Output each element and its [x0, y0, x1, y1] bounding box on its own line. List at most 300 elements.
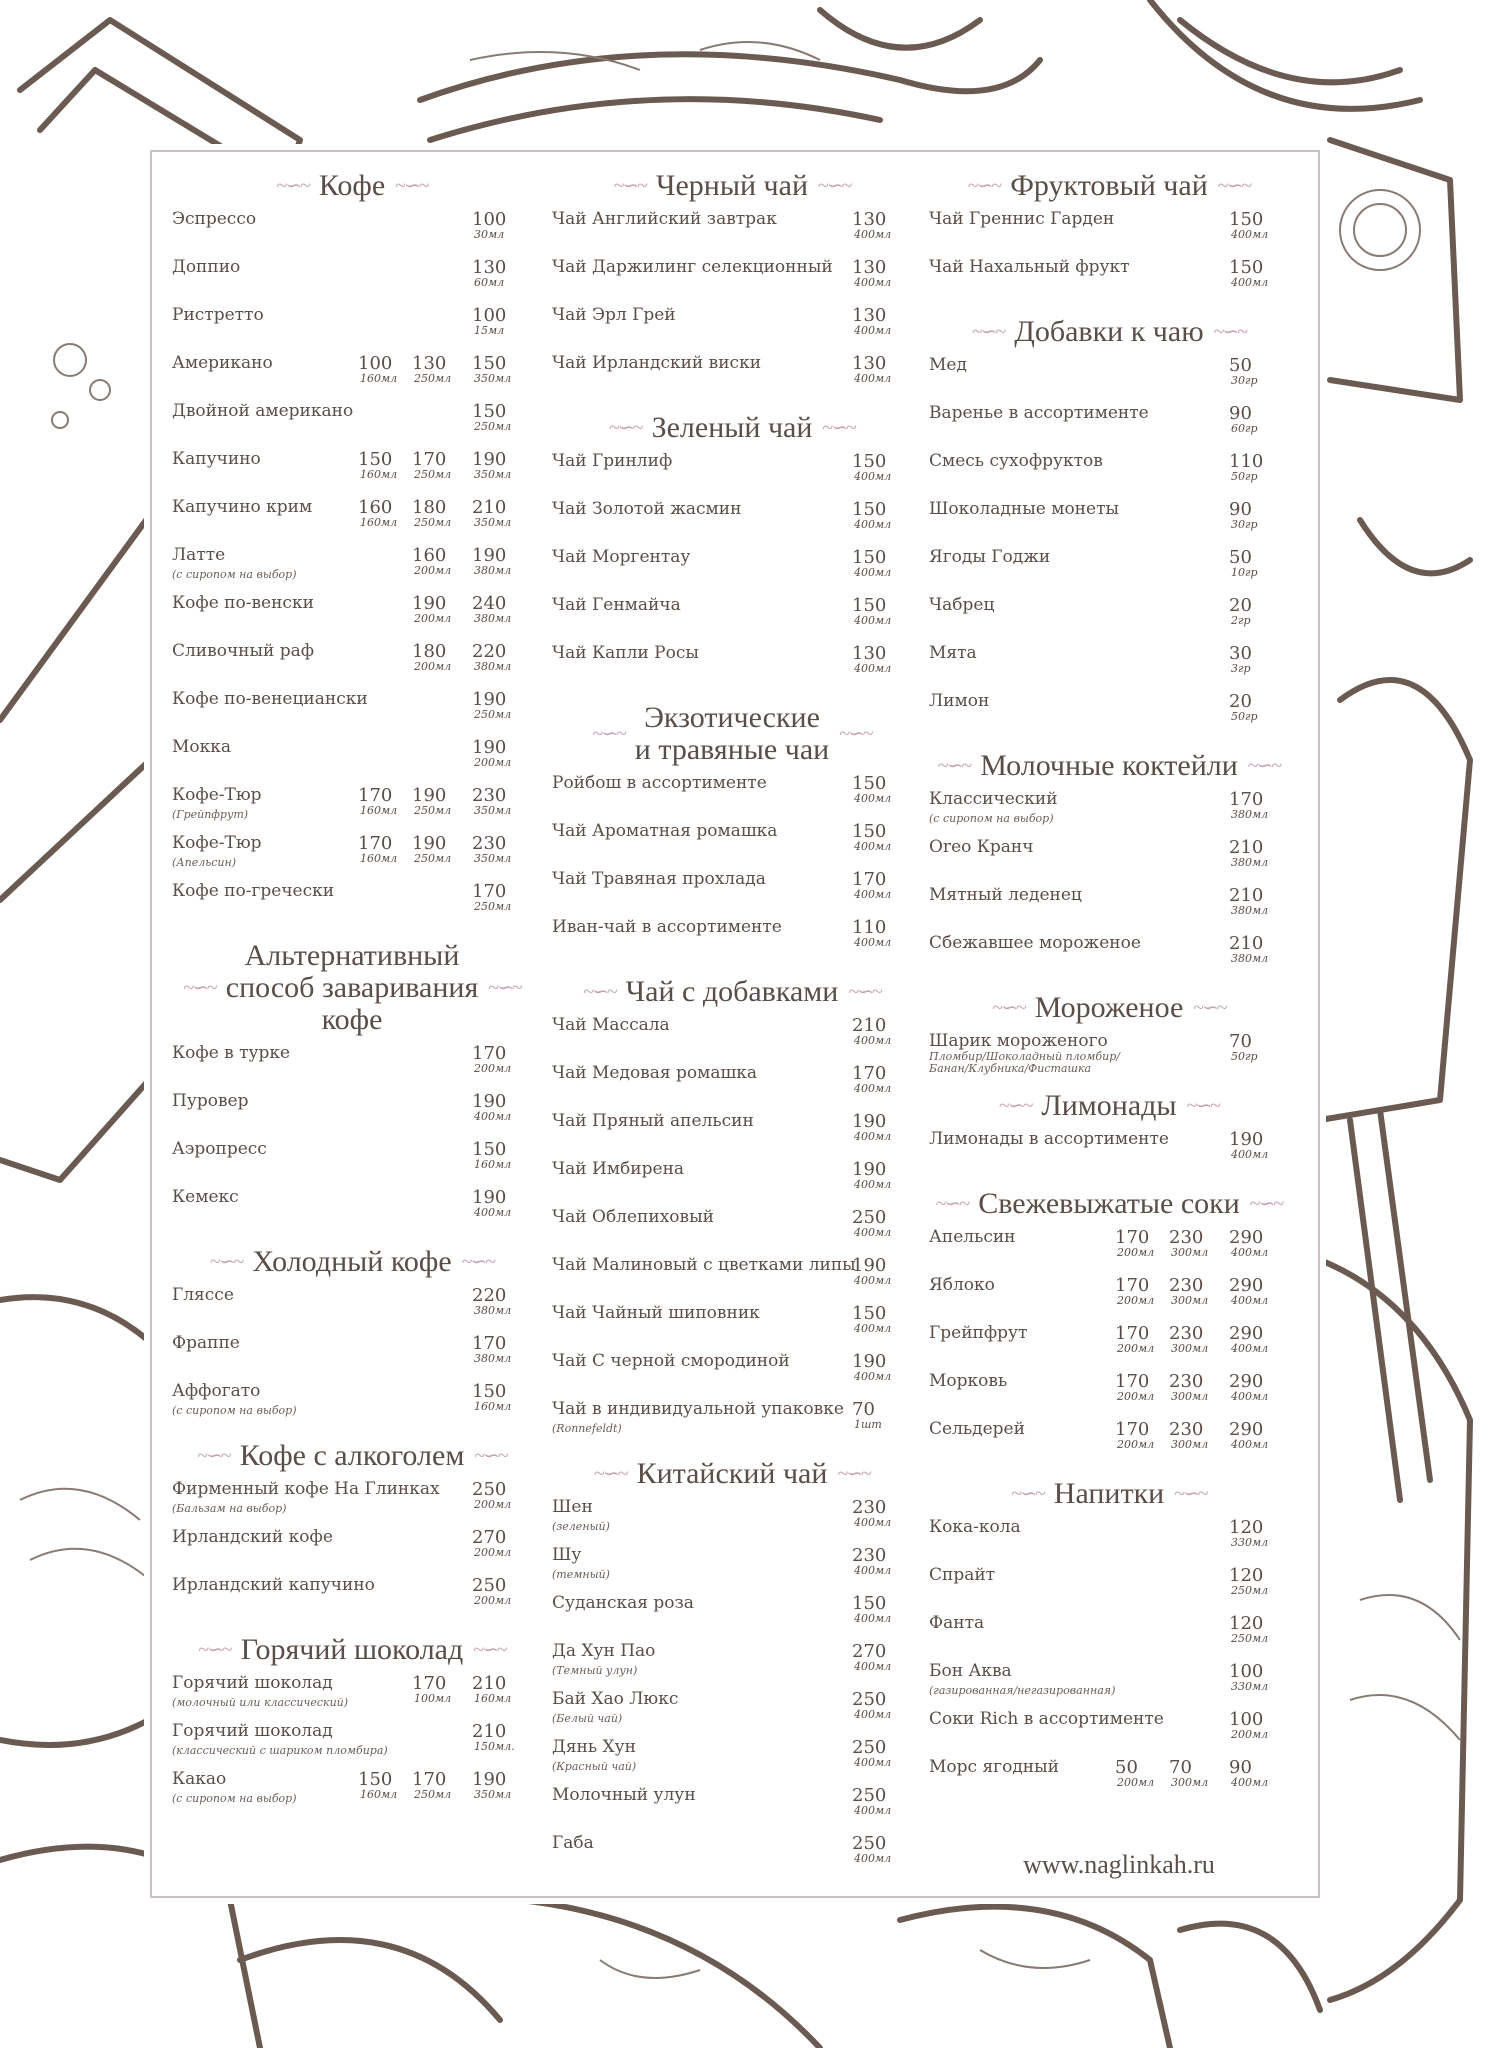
menu-item-price	[852, 774, 891, 805]
menu-item	[552, 1832, 912, 1880]
menu-item-note: (Ronnefeldt)	[552, 1422, 622, 1435]
menu-item-price	[472, 1480, 511, 1511]
menu-item-name: Аффогато	[172, 1381, 261, 1401]
menu-item-name: Чай Греннис Гарден	[929, 209, 1115, 229]
flourish-left-icon: ~∽~	[198, 1639, 231, 1661]
price-value: 20	[1229, 691, 1252, 712]
menu-item-name: Варенье в ассортименте	[929, 403, 1149, 423]
menu-item	[552, 208, 912, 256]
menu-item-name: Кофе-Тюр	[172, 833, 262, 853]
menu-item-price	[852, 1738, 891, 1769]
menu-item-price	[472, 1770, 511, 1801]
menu-item	[172, 304, 532, 352]
menu-item	[552, 1544, 912, 1592]
menu-item-price	[1169, 1228, 1208, 1259]
menu-item-price	[472, 546, 511, 577]
section-title-text: Добавки к чаю	[1014, 315, 1204, 348]
menu-item-price	[1115, 1758, 1154, 1789]
flourish-right-icon: ~∽~	[839, 723, 872, 745]
price-value: 250	[852, 1785, 887, 1806]
price-value: 130	[852, 209, 887, 230]
menu-item	[172, 688, 532, 736]
menu-item-name: Спрайт	[929, 1565, 996, 1585]
menu-item-price	[472, 258, 506, 289]
flourish-left-icon: ~∽~	[1011, 1483, 1044, 1505]
price-volume: 400мл	[1231, 1776, 1269, 1789]
menu-item	[172, 1186, 532, 1234]
menu-item-price	[358, 354, 397, 385]
price-value: 160	[358, 497, 393, 518]
price-value: 190	[472, 1187, 507, 1208]
menu-item-price	[472, 1092, 511, 1123]
menu-item	[172, 784, 532, 832]
price-value: 150	[472, 1381, 507, 1402]
menu-item-price	[852, 1642, 891, 1673]
price-value: 290	[1229, 1371, 1264, 1392]
price-volume: 400мл	[854, 276, 892, 289]
section-title	[172, 1634, 532, 1666]
price-volume: 350мл	[474, 372, 512, 385]
price-value: 250	[472, 1479, 507, 1500]
menu-item	[552, 352, 912, 400]
menu-item-price	[852, 548, 891, 579]
menu-item-name: Доппио	[172, 257, 241, 277]
menu-item	[929, 546, 1289, 594]
section-title	[929, 992, 1289, 1024]
menu-item	[929, 690, 1289, 738]
menu-item-price	[1229, 1710, 1268, 1741]
menu-item-name: Чай Гринлиф	[552, 451, 673, 471]
flourish-right-icon: ~∽~	[848, 981, 881, 1003]
section-title	[172, 1246, 532, 1278]
menu-item	[172, 832, 532, 880]
menu-item	[929, 1128, 1289, 1176]
flourish-right-icon: ~∽~	[1217, 175, 1251, 197]
menu-item-price	[1229, 404, 1258, 435]
price-volume: 250мл	[474, 708, 512, 721]
menu-item-price	[1229, 1372, 1268, 1403]
menu-item	[552, 1014, 912, 1062]
flourish-left-icon: ~∽~	[592, 723, 625, 745]
price-volume: 350мл	[474, 468, 512, 481]
menu-item	[552, 498, 912, 546]
price-volume: 400мл	[854, 470, 892, 483]
menu-item	[552, 1254, 912, 1302]
price-value: 230	[1169, 1275, 1204, 1296]
menu-item	[172, 400, 532, 448]
price-volume: 160мл	[360, 468, 398, 481]
price-value: 230	[852, 1497, 887, 1518]
menu-item	[552, 916, 912, 964]
price-volume: 250мл	[414, 804, 452, 817]
menu-item-price	[852, 1256, 891, 1287]
price-volume: 10гр	[1231, 566, 1258, 579]
menu-item-price	[1169, 1420, 1208, 1451]
menu-item-name: Сливочный раф	[172, 641, 315, 661]
menu-item	[172, 736, 532, 784]
menu-item-name: Чай Ирландский виски	[552, 353, 762, 373]
menu-item-price	[1229, 1228, 1268, 1259]
menu-item-name: Кофе-Тюр	[172, 785, 262, 805]
menu-item-name: Чай Даржилинг селекционный	[552, 257, 833, 277]
menu-item-price	[1229, 1324, 1268, 1355]
menu-item-name: Шоколадные монеты	[929, 499, 1120, 519]
menu-item	[172, 1332, 532, 1380]
price-value: 190	[472, 1091, 507, 1112]
price-value: 210	[1229, 885, 1264, 906]
price-volume: 400мл	[854, 1034, 892, 1047]
flourish-right-icon: ~∽~	[474, 1445, 507, 1467]
price-volume: 380мл	[474, 660, 512, 673]
menu-item	[172, 1768, 532, 1816]
price-volume: 400мл	[854, 888, 892, 901]
price-volume: 400мл	[854, 936, 892, 949]
price-volume: 100мл	[414, 1692, 452, 1705]
price-value: 250	[852, 1737, 887, 1758]
menu-item-price	[472, 450, 511, 481]
menu-item-name: Габа	[552, 1833, 594, 1853]
flourish-left-icon: ~∽~	[971, 321, 1005, 343]
menu-item	[552, 594, 912, 642]
menu-item-price	[852, 210, 891, 241]
price-value: 270	[852, 1641, 887, 1662]
price-volume: 200мл	[474, 1498, 512, 1511]
price-volume: 400мл	[854, 792, 892, 805]
menu-item-name: Мятный леденец	[929, 885, 1082, 905]
price-volume: 300мл	[1171, 1246, 1209, 1259]
section-title	[929, 1188, 1289, 1220]
menu-item-price	[472, 1188, 511, 1219]
menu-item-price	[852, 1546, 891, 1577]
menu-item-name: Чай Имбирена	[552, 1159, 685, 1179]
menu-item-name: Ирландский кофе	[172, 1527, 333, 1547]
menu-item-name: Морс ягодный	[929, 1757, 1059, 1777]
flourish-left-icon: ~∽~	[613, 175, 646, 197]
menu-item-name: Ройбош в ассортименте	[552, 773, 767, 793]
price-volume: 350мл	[474, 804, 512, 817]
price-volume: 150мл.	[474, 1740, 515, 1753]
section-title	[172, 1440, 532, 1472]
menu-item-price	[472, 354, 511, 385]
price-volume: 160мл	[360, 1788, 398, 1801]
price-value: 130	[852, 305, 887, 326]
menu-item-price	[852, 644, 891, 675]
price-value: 210	[472, 1721, 507, 1742]
price-volume: 50гр	[1231, 710, 1258, 723]
menu-item-name: Сбежавшее мороженое	[929, 933, 1141, 953]
menu-item-name: Чай Эрл Грей	[552, 305, 676, 325]
menu-item-price	[1169, 1324, 1208, 1355]
price-value: 70	[1229, 1031, 1252, 1052]
menu-item-price	[358, 498, 397, 529]
menu-item-name: Бон Аква	[929, 1661, 1012, 1681]
menu-item-name: Чай Медовая ромашка	[552, 1063, 758, 1083]
menu-item-price	[852, 1208, 891, 1239]
flourish-right-icon: ~∽~	[818, 175, 851, 197]
menu-item-price	[1229, 838, 1268, 869]
menu-item	[172, 208, 532, 256]
menu-item-name: Эспрессо	[172, 209, 257, 229]
menu-item-name: Иван-чай в ассортименте	[552, 917, 782, 937]
menu-item-price	[412, 594, 451, 625]
section-spacer	[172, 1816, 532, 1828]
section-title	[552, 976, 912, 1008]
flourish-left-icon: ~∽~	[937, 755, 971, 777]
price-volume: 200мл	[1117, 1246, 1155, 1259]
price-value: 150	[852, 499, 887, 520]
price-value: 190	[472, 545, 507, 566]
menu-item-name: Чай в индивидуальной упаковке	[552, 1399, 844, 1419]
section-title-text: Холодный кофе	[252, 1245, 452, 1278]
menu-item	[929, 354, 1289, 402]
menu-item-name: Морковь	[929, 1371, 1008, 1391]
menu-item-name: Смесь сухофруктов	[929, 451, 1103, 471]
price-value: 130	[852, 257, 887, 278]
menu-item	[929, 402, 1289, 450]
flourish-right-icon: ~∽~	[1249, 1193, 1283, 1215]
menu-item-price	[1229, 1420, 1268, 1451]
price-value: 90	[1229, 499, 1252, 520]
price-value: 290	[1229, 1419, 1264, 1440]
menu-item-price	[358, 786, 397, 817]
price-value: 120	[1229, 1613, 1264, 1634]
menu-item-note: (зеленый)	[552, 1520, 610, 1533]
menu-item	[172, 1574, 532, 1622]
menu-item	[172, 544, 532, 592]
menu-item-name: Горячий шоколад	[172, 1673, 333, 1693]
menu-item	[552, 1062, 912, 1110]
menu-item-price	[1229, 790, 1268, 821]
price-volume: 400мл	[854, 1516, 892, 1529]
price-volume: 400мл	[854, 228, 892, 241]
price-value: 150	[1229, 257, 1264, 278]
menu-item	[552, 450, 912, 498]
price-value: 170	[852, 1063, 887, 1084]
menu-item-price	[358, 450, 397, 481]
price-volume: 60гр	[1231, 422, 1258, 435]
price-value: 70	[1169, 1757, 1192, 1778]
flourish-right-icon: ~∽~	[1193, 997, 1226, 1019]
menu-item-price	[472, 834, 511, 865]
flourish-left-icon: ~∽~	[992, 997, 1025, 1019]
menu-item-price	[1229, 548, 1258, 579]
price-value: 100	[1229, 1709, 1264, 1730]
menu-item-note: Пломбир/Шоколадный пломбир/ Банан/Клубника/Фисташка	[929, 1050, 1120, 1075]
price-value: 250	[852, 1207, 887, 1228]
price-volume: 200мл	[414, 660, 452, 673]
price-volume: 350мл	[474, 852, 512, 865]
menu-item-name: Аэропресс	[172, 1139, 267, 1159]
menu-item-price	[412, 786, 451, 817]
section-title-text: Кофе	[318, 169, 386, 202]
flourish-right-icon: ~∽~	[461, 1251, 495, 1273]
menu-item-note: (с сиропом на выбор)	[172, 1404, 297, 1417]
price-value: 210	[852, 1015, 887, 1036]
menu-item-price	[1229, 500, 1258, 531]
menu-item-price	[1115, 1372, 1154, 1403]
menu-item	[929, 1756, 1289, 1804]
price-value: 290	[1229, 1323, 1264, 1344]
menu-item	[552, 1736, 912, 1784]
price-value: 210	[472, 1673, 507, 1694]
price-volume: 400мл	[854, 1612, 892, 1625]
menu-item-name: Кофе в турке	[172, 1043, 291, 1063]
menu-item-price	[472, 210, 506, 241]
price-volume: 200мл	[474, 1594, 512, 1607]
section-title-text: Китайский чай	[636, 1457, 828, 1490]
menu-item	[929, 450, 1289, 498]
menu-item-name: Чай Моргентау	[552, 547, 691, 567]
menu-column-2	[552, 170, 912, 1892]
price-volume: 250мл	[414, 468, 452, 481]
price-volume: 330мл	[1231, 1536, 1269, 1549]
menu-item-name: Капучино	[172, 449, 261, 469]
menu-item	[552, 1350, 912, 1398]
menu-item-price	[852, 918, 891, 949]
price-value: 150	[852, 451, 887, 472]
price-value: 190	[852, 1159, 887, 1180]
menu-item-price	[852, 870, 891, 901]
price-value: 120	[1229, 1517, 1264, 1538]
menu-item-name: Американо	[172, 353, 273, 373]
menu-item-name: Латте	[172, 545, 226, 565]
menu-item-note: (Красный чай)	[552, 1760, 637, 1773]
section-spacer	[929, 1804, 1289, 1816]
price-value: 150	[472, 401, 507, 422]
price-volume: 380мл	[1231, 808, 1269, 821]
price-value: 170	[1115, 1371, 1150, 1392]
price-value: 50	[1229, 547, 1252, 568]
price-volume: 400мл	[854, 1370, 892, 1383]
menu-item-name: Соки Rich в ассортименте	[929, 1709, 1164, 1729]
menu-item-price	[1115, 1276, 1154, 1307]
menu-item	[929, 1226, 1289, 1274]
menu-item	[929, 788, 1289, 836]
price-volume: 400мл	[854, 1660, 892, 1673]
price-volume: 400мл	[854, 840, 892, 853]
menu-item	[929, 1370, 1289, 1418]
price-volume: 400мл	[854, 1852, 892, 1865]
price-volume: 250мл	[474, 420, 512, 433]
price-value: 170	[472, 1333, 507, 1354]
menu-item	[552, 642, 912, 690]
menu-item	[172, 1284, 532, 1332]
section-title-text: Молочные коктейли	[980, 749, 1238, 782]
price-volume: 400мл	[854, 1130, 892, 1143]
section-title-text: Горячий шоколад	[240, 1633, 464, 1666]
menu-item-name: Кофе по-венски	[172, 593, 314, 613]
menu-item-price	[852, 1786, 891, 1817]
price-value: 190	[412, 833, 447, 854]
price-value: 170	[1115, 1275, 1150, 1296]
menu-item-price	[1229, 886, 1268, 917]
menu-item-name: Чай Английский завтрак	[552, 209, 777, 229]
menu-item	[552, 1688, 912, 1736]
price-value: 190	[1229, 1129, 1264, 1150]
price-value: 50	[1229, 355, 1252, 376]
price-value: 210	[1229, 837, 1264, 858]
price-volume: 200мл	[1117, 1390, 1155, 1403]
menu-item-price	[1169, 1276, 1208, 1307]
menu-item	[552, 1206, 912, 1254]
price-value: 150	[852, 547, 887, 568]
flourish-right-icon: ~∽~	[395, 175, 428, 197]
price-value: 250	[472, 1575, 507, 1596]
price-volume: 380мл	[1231, 904, 1269, 917]
menu-item-name: Гляссе	[172, 1285, 234, 1305]
price-volume: 380мл	[474, 1304, 512, 1317]
price-value: 100	[358, 353, 393, 374]
price-volume: 250мл	[414, 372, 452, 385]
menu-item	[172, 1720, 532, 1768]
price-volume: 400мл	[1231, 1246, 1269, 1259]
menu-item-price	[472, 1674, 511, 1705]
menu-item	[552, 1158, 912, 1206]
menu-item-price	[852, 596, 891, 627]
menu-item	[552, 1496, 912, 1544]
section-spacer	[552, 1880, 912, 1892]
price-volume: 400мл	[1231, 1390, 1269, 1403]
price-volume: 300мл	[1171, 1342, 1209, 1355]
menu-item	[552, 772, 912, 820]
menu-item-name: Фанта	[929, 1613, 985, 1633]
price-value: 170	[852, 869, 887, 890]
price-volume: 50гр	[1231, 470, 1258, 483]
price-volume: 400мл	[854, 662, 892, 675]
price-volume: 400мл	[1231, 1148, 1269, 1161]
price-volume: 50гр	[1231, 1050, 1258, 1063]
menu-item-price	[852, 1594, 891, 1625]
price-volume: 400мл	[854, 372, 892, 385]
menu-item-name: Oreo Кранч	[929, 837, 1034, 857]
menu-item	[172, 880, 532, 928]
menu-item-name: Фраппе	[172, 1333, 240, 1353]
section-title	[172, 170, 532, 202]
price-volume: 380мл	[474, 1352, 512, 1365]
price-volume: 250мл	[414, 852, 452, 865]
menu-item	[552, 1784, 912, 1832]
website-link[interactable]: www.naglinkah.ru	[1023, 1850, 1215, 1879]
price-volume: 160мл	[474, 1158, 512, 1171]
flourish-left-icon: ~∽~	[209, 1251, 243, 1273]
price-volume: 300мл	[1171, 1776, 1209, 1789]
menu-item-price	[1169, 1758, 1208, 1789]
menu-item	[172, 592, 532, 640]
menu-item-price	[1229, 596, 1252, 627]
price-volume: 30гр	[1231, 518, 1258, 531]
menu-item-name: Пуровер	[172, 1091, 249, 1111]
menu-item-name: Дянь Хун	[552, 1737, 636, 1757]
menu-item-price	[852, 1160, 891, 1191]
menu-item-price	[1169, 1372, 1208, 1403]
menu-item-name: Двойной американо	[172, 401, 354, 421]
price-value: 170	[412, 449, 447, 470]
menu-item	[552, 256, 912, 304]
menu-item-price	[852, 1112, 891, 1143]
menu-item	[929, 1274, 1289, 1322]
price-volume: 400мл	[854, 1564, 892, 1577]
menu-item-name: Сельдерей	[929, 1419, 1025, 1439]
menu-item	[172, 1478, 532, 1526]
section-title-text: Зеленый чай	[651, 411, 813, 444]
menu-item	[929, 836, 1289, 884]
price-volume: 300мл	[1171, 1294, 1209, 1307]
menu-item-name: Чай С черной смородиной	[552, 1351, 790, 1371]
menu-item-name: Чабрец	[929, 595, 995, 615]
menu-item-price	[1229, 452, 1263, 483]
flourish-left-icon: ~∽~	[967, 175, 1001, 197]
menu-item-name: Чай Ароматная ромашка	[552, 821, 778, 841]
